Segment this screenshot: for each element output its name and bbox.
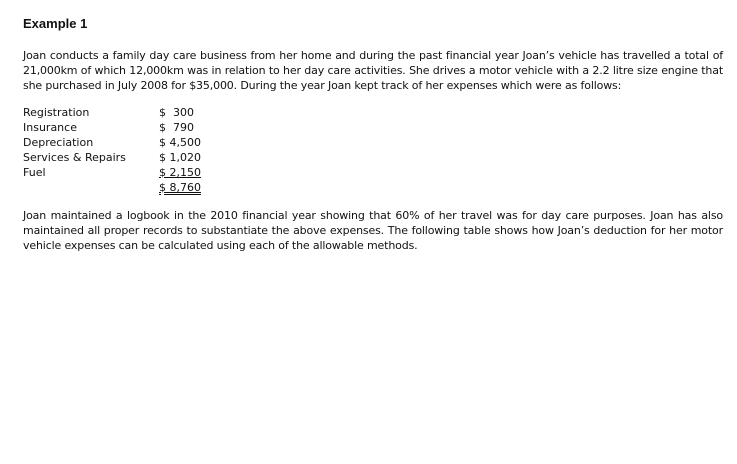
expense-list <box>23 105 723 195</box>
expense-amount-depreciation: $ 4,500 <box>159 136 201 149</box>
expense-amount-registration: $ 300 <box>159 106 194 119</box>
expense-label-fuel: Fuel <box>23 166 46 179</box>
expense-label-insurance: Insurance <box>23 121 77 134</box>
document-body <box>23 16 723 253</box>
expense-label-services-repairs: Services & Repairs <box>23 151 126 164</box>
logbook-paragraph: Joan maintained a logbook in the 2010 financial year showing that 60% of her travel was for day care purposes. Joan has also maintained all proper records to substantiate the above expenses. The following table shows how Joan’s deduction for her motor vehicle expenses can be calculated using each of the allowable methods. <box>23 209 723 252</box>
expense-labels <box>23 105 159 195</box>
expense-amount-services-repairs: $ 1,020 <box>159 151 201 164</box>
expense-amount-fuel: $ 2,150 <box>159 166 201 179</box>
expense-label-registration: Registration <box>23 106 90 119</box>
expense-total: $ 8,760 <box>159 181 201 194</box>
intro-paragraph: Joan conducts a family day care business from her home and during the past financial year Joan’s vehicle has travelled a total of 21,000km of which 12,000km was in relation to her day care activities. She drives a motor vehicle with a 2.2 litre size engine that she purchased in July 2008 for $35,000. During the year Joan kept track of her expenses which were as follows: <box>23 49 723 92</box>
expense-amounts <box>159 105 219 195</box>
example-heading: Example 1 <box>23 16 88 31</box>
expense-amount-insurance: $ 790 <box>159 121 194 134</box>
expense-label-depreciation: Depreciation <box>23 136 94 149</box>
